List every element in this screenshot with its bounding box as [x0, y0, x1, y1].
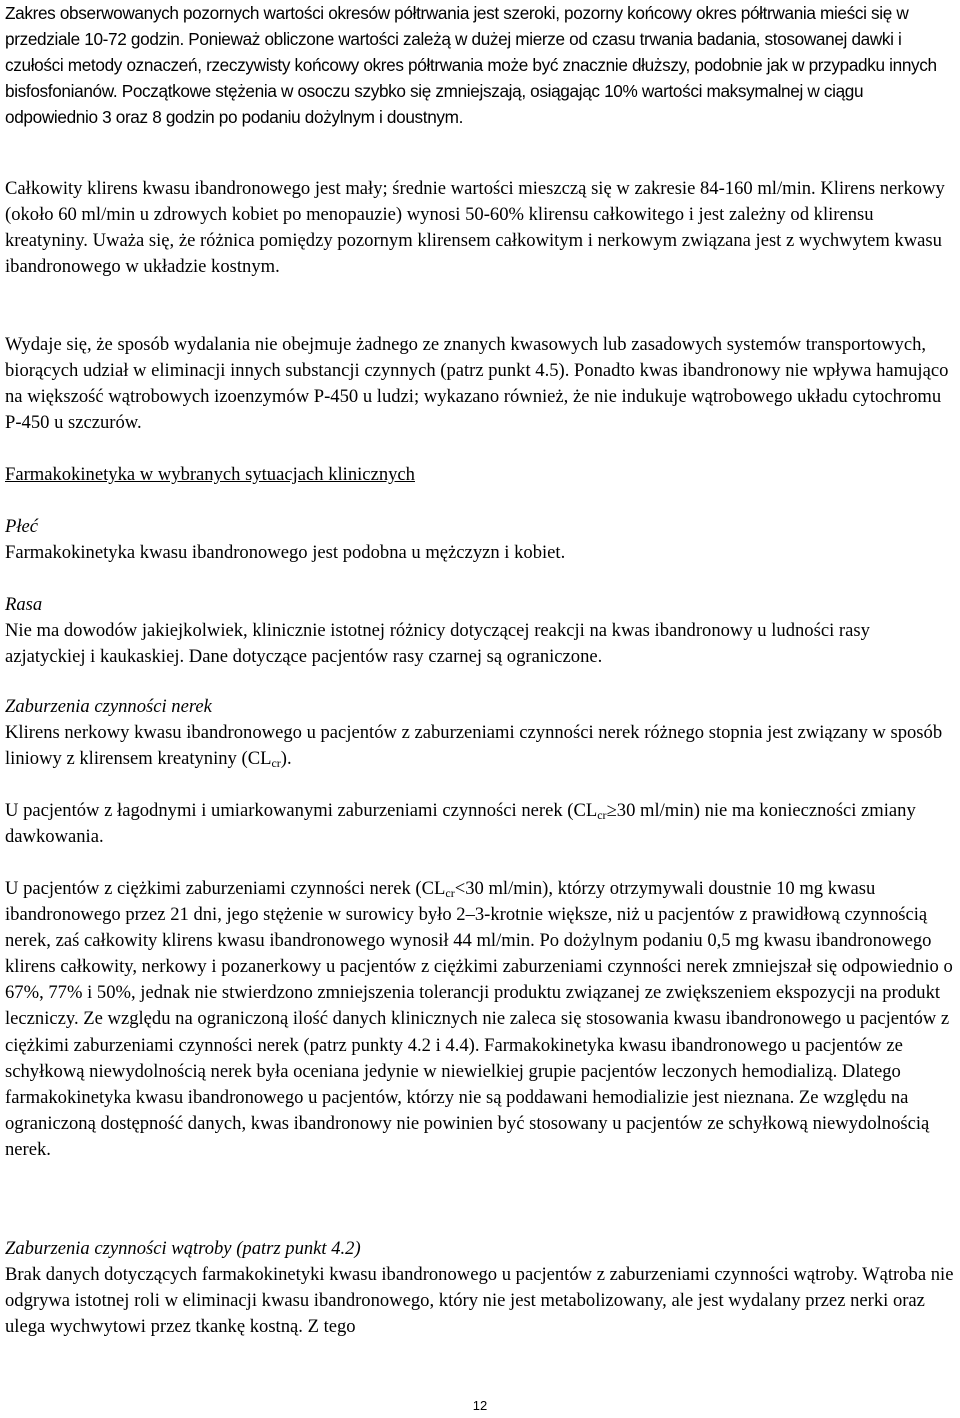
- renal-mild-end: ≥30 ml/min) nie ma konieczności zmiany dawkowania.: [5, 800, 916, 848]
- renal-mild-text: U pacjentów z łagodnymi i umiarkowanymi zaburzeniami czynności nerek (CL: [5, 800, 598, 821]
- renal-severe-text: U pacjentów z ciężkimi zaburzeniami czynności nerek (CL: [5, 878, 446, 899]
- cr-subscript: cr: [445, 886, 455, 900]
- paragraph-elimination: Wydaje się, że sposób wydalania nie obejmuje żadnego ze znanych kwasowych lub zasadowych systemów transportowych, biorących udział w eliminacji innych substancji czynnych (patrz punkt 4.5). Ponadto kwas ibandronowy nie wpływa hamująco na większość wątrobowych izoenzymów P-450 u ludzi; wykazano również, że nie indukuje wątrobowego układu cytochromu P-450 u szczurów.: [5, 334, 949, 434]
- paragraph-liver: Brak danych dotyczących farmakokinetyki kwasu ibandronowego u pacjentów z zaburzeniami czynności wątroby. Wątroba nie odgrywa istotnej roli w eliminacji kwasu ibandronowego, który nie jest metabolizowany, ale jest wydalany przez nerki oraz ulega wychwytowi przez tkankę kostną. Z tego: [5, 1264, 954, 1338]
- half-life-text: Zakres obserwowanych pozornych wartości okresów półtrwania jest szeroki, pozorny końcowy okres półtrwania mieści się w przedziale 10-72 godzin. Ponieważ obliczone wartości zależą w dużej mierze od czasu trwania badania, stosowanej dawki i czułości metody oznaczeń, rzeczywisty końcowy okres półtrwania może być znacznie dłuższy, podobnie jak w przypadku innych bisfosfonianów.: [5, 3, 937, 102]
- renal-clearance-text: Klirens nerkowy (około 60 ml/min u zdrowych kobiet po menopauzie) wynosi 50-60% klirensu całkowitego i jest zależny od klirensu kreatyniny. Uważa się, że różnica pomiędzy pozornym klirensem całkowitym i nerkowym związana jest z wychwytem kwasu ibandronowego w układzie kostnym.: [5, 178, 945, 278]
- subheading-renal: Zaburzenia czynności nerek: [5, 696, 212, 717]
- subheading-sex: Płeć: [5, 516, 39, 537]
- paragraph-renal-linear: [5, 720, 955, 772]
- paragraph-renal-mild: [5, 798, 955, 850]
- total-clearance-text: Całkowity klirens kwasu ibandronowego jest mały; średnie wartości mieszczą się w zakresie 84-160 ml/min.: [5, 178, 816, 199]
- paragraph-sex: Farmakokinetyka kwasu ibandronowego jest podobna u mężczyzn i kobiet.: [5, 542, 566, 563]
- paragraph-race: Nie ma dowodów jakiejkolwiek, klinicznie istotnej różnicy dotyczącej reakcji na kwas ibandronowy u ludności rasy azjatyckiej i kaukaskiej. Dane dotyczące pacjentów rasy czarnej są ograniczone.: [5, 620, 870, 668]
- cr-subscript: cr: [271, 756, 281, 771]
- initial-concentration-text: Początkowe stężenia w osoczu szybko się zmniejszają, osiągając 10% wartości maksymalnej w ciągu odpowiednio 3 oraz 8 godzin po podaniu dożylnym i doustnym.: [5, 81, 864, 128]
- cr-subscript: cr: [597, 808, 607, 822]
- section-heading: Farmakokinetyka w wybranych sytuacjach klinicznych: [5, 464, 415, 485]
- renal-linear-end: ).: [280, 748, 292, 770]
- renal-severe-end: <30 ml/min), którzy otrzymywali doustnie 10 mg kwasu ibandronowego przez 21 dni, jego stężenie w surowicy było 2–3-krotnie większe, niż u pacjentów z prawidłową czynnością nerek, zaś całkowity klirens kwasu ibandronowego wynosił 44 ml/min. Po dożylnym podaniu 0,5 mg kwasu ibandronowego klirens całkowity, nerkowy i pozanerkowy u pacjentów z ciężkimi zaburzeniami czynności nerek zmniejszał się odpowiednio o 67%, 77% i 50%, jednak nie stwierdzono zmniejszenia tolerancji produktu związanej ze zwiększeniem ekspozycji na produkt leczniczy. Ze względu na ograniczoną ilość danych klinicznych nie zaleca się stosowania kwasu ibandronowego u pacjentów z ciężkimi zaburzeniami czynności nerek (patrz punkty 4.2 i 4.4). Farmakokinetyka kwasu ibandronowego u pacjentów ze schyłkową niewydolnością nerek była oceniana jedynie w niewielkiej grupie pacjentów leczonych hemodializą. Dlatego farmakokinetyka kwasu ibandronowego u pacjentów, którzy nie są poddawani hemodializie jest nieznana. Ze względu na ograniczoną dostępność danych, kwas ibandronowy nie powinien być stosowany u pacjentów ze schyłkową niewydolnością nerek.: [5, 878, 953, 1160]
- page-number: 12: [472, 1398, 488, 1413]
- subheading-liver: Zaburzenia czynności wątroby (patrz punkt 4.2): [5, 1238, 361, 1259]
- subheading-race: Rasa: [5, 594, 43, 615]
- paragraph-total-clearance: [5, 176, 955, 280]
- paragraph-renal-severe: [5, 876, 955, 1163]
- renal-linear-text: Klirens nerkowy kwasu ibandronowego u pacjentów z zaburzeniami czynności nerek różnego stopnia jest związany w sposób liniowy z klirensem kreatyniny (CL: [5, 722, 943, 770]
- paragraph-half-life: [5, 0, 955, 130]
